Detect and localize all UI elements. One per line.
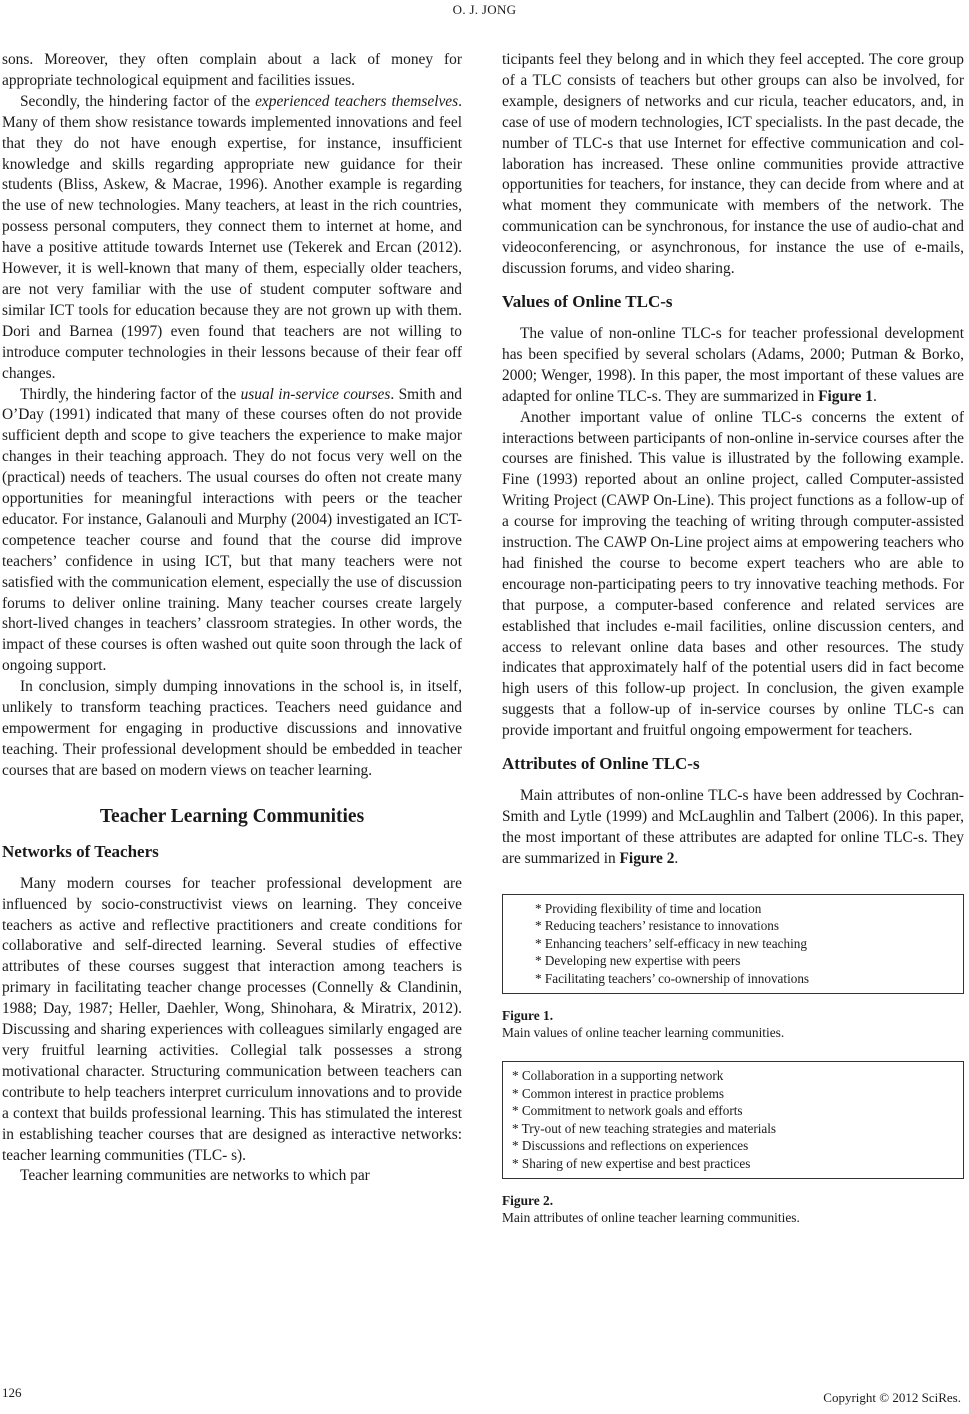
paragraph: In conclusion, simply dumping innovations in the school is, in itself, unlikely to transform teaching practices. Teachers need guidance and empowerment for engaging in productive discussions and innovative teaching. Their professional development should be embedded in teacher courses that are based on modern views on teacher learning. bbox=[2, 678, 462, 779]
figure-1-label: Figure 1. bbox=[502, 1008, 554, 1024]
figure-2-item: * Commitment to network goals and efforts bbox=[512, 1103, 743, 1119]
left-column bbox=[2, 50, 462, 1187]
paragraph: ticipants feel they belong and in which they feel accepted. The core group of a TLC consists of teachers but other groups can also be involved, for example, designers of networks and cur ricula, teacher educators, and, in case of use of modern technologies, ICT specialists. In the past decade, the number of TLC-s that use Internet for effective communication and collaboration has increased. These online communities provide attractive opportunities for teachers, for instance, they can decide from where and at what moment they communicate with members of the network. The communication can be synchronous, for instance the use of audio-chat and videoconferencing, or asynchronous, for instance the use of e-mails, discussion forums, and video sharing. bbox=[502, 51, 964, 278]
subsection-heading: Attributes of Online TLC-s bbox=[502, 754, 700, 774]
figure-2-item: * Sharing of new expertise and best practices bbox=[512, 1155, 751, 1171]
figure-1-caption-text: Main values of online teacher learning communities. bbox=[502, 1025, 785, 1041]
emphasis: usual in-service courses bbox=[240, 385, 391, 403]
figure-2-item: * Try-out of new teaching strategies and materials bbox=[512, 1120, 777, 1136]
figure-1-item: * Reducing teachers’ resistance to innovations bbox=[535, 918, 780, 934]
page-number: 126 bbox=[2, 1385, 22, 1400]
paragraph: Teacher learning communities are networks to which par bbox=[20, 1167, 370, 1185]
figure-1-item: * Developing new expertise with peers bbox=[535, 953, 741, 969]
paragraph: Main attributes of non-online TLC-s have been addressed by Cochran-Smith and Lytle (1999) and McLaughlin and Talbert (2006). In this paper, the most important of these attributes are adapted for online TLC-s. They are summarized in Figure 2. bbox=[502, 787, 964, 867]
figure-2-item: * Common interest in practice problems bbox=[512, 1085, 725, 1101]
figure-2-label: Figure 2. bbox=[502, 1193, 554, 1209]
paragraph: Secondly, the hindering factor of the experienced teachers themselves. Many of them show resistance towards implemented innovations and feel that they do not have enough expertise, for instance, insufficient knowledge and skills regarding appropriate new guidance for their students (Bliss, Askew, & Macrae, 1996). Another example is regarding the use of new technologies. Many teachers, at least in the rich countries, possess personal computers, they connect them to internet at home, and have a positive attitude towards Internet use (Tekerek and Ercan (2012). However, it is well-known that many of them, especially older teachers, are not very familiar with the use of student computer software and similar ICT tools for education because they are not grown up with them. Dori and Barnea (1997) even found that teachers are not willing to introduce computer technologies in their lessons because of their fear off changes. bbox=[2, 92, 462, 382]
figure-1-item: * Facilitating teachers’ co-ownership of innovations bbox=[535, 970, 810, 986]
figure-1-box bbox=[502, 894, 964, 995]
figure-2-item: * Discussions and reflections on experiences bbox=[512, 1138, 749, 1154]
subsection-heading: Values of Online TLC-s bbox=[502, 291, 673, 311]
paragraph: sons. Moreover, they often complain about a lack of money for appropriate technological equipment and facilities issues. bbox=[2, 51, 462, 89]
figure-1-caption bbox=[502, 1007, 964, 1041]
figure-reference: Figure 1 bbox=[818, 387, 873, 405]
paragraph: Thirdly, the hindering factor of the usual in-service courses. Smith and O’Day (1991) indicated that many of these courses often do not provide sufficient depth and scope to give teachers the experience to make major changes in their teaching approach. They do not focus very well on the (practical) needs of teachers. The usual courses do often not create many opportunities for meaningful interactions with peers or the teacher educator. For instance, Galanouli and Murphy (2004) investigated an ICT-competence teacher course and found that the course did improve teachers’ confidence in using ICT, but that many teachers were not satisfied with the communication element, especially the use of discussion forums to deliver online training. Many teacher courses create largely short-lived changes in teachers’ classroom strategies. In other words, the impact of these courses is often washed out quite soon through the lack of ongoing support. bbox=[2, 385, 462, 675]
figure-2-box bbox=[502, 1061, 964, 1179]
running-head: O. J. JONG bbox=[452, 2, 517, 17]
section-title: Teacher Learning Communities bbox=[99, 805, 365, 827]
copyright-notice: Copyright © 2012 SciRes. bbox=[823, 1390, 961, 1405]
subsection-heading: Networks of Teachers bbox=[2, 841, 159, 861]
figure-reference: Figure 2 bbox=[619, 849, 675, 867]
figure-2-caption-text: Main attributes of online teacher learning communities. bbox=[502, 1210, 800, 1226]
emphasis: experienced teachers themselves bbox=[255, 92, 459, 110]
figure-2-caption bbox=[502, 1192, 964, 1226]
figure-2-item: * Collaboration in a supporting network bbox=[512, 1068, 724, 1084]
right-column bbox=[502, 50, 964, 1226]
figure-1-item: * Providing flexibility of time and location bbox=[535, 900, 762, 916]
paragraph: Many modern courses for teacher professional development are influenced by socio-constructivist views on learning. They conceive teachers as active and reflective practitioners and create conditions for collaborative and self-directed learning. Several studies of effective attributes of these courses suggest that interaction among teachers is primary in facilitating teacher change processes (Connelly & Clandinin, 1988; Day, 1987; Heller, Daehler, Wong, Shinohara, & Miratrix, 2012). Discussing and sharing experiences with colleagues similarly engaged are very fruitful learning activities. Collegial talk possesses a strong motivational character. Structuring communication between teachers can contribute to help teachers interpret curriculum innovations and to provide a context that builds professional learning. This has stimulated the interest in establishing teacher courses that are designed as interactive networks: teacher learning communities (TLC- s). bbox=[2, 874, 462, 1164]
figure-1-item: * Enhancing teachers’ self-efficacy in new teaching bbox=[535, 935, 807, 951]
paragraph: Another important value of online TLC-s concerns the extent of interactions between participants of non-online in-service courses after the courses are finished. This value is illustrated by the following example. Fine (1993) reported about an online project, called Computer-assisted Writing Project (CAWP On-Line). This project functions as a follow-up of a course for improving the teaching of writing through computer-assisted instruction. The CAWP On-Line project aims at empowering teachers who had finished the course to become expert teachers who are able to encourage non-participating peers to try innovative teaching methods. For that purpose, a computer-based conference and related services are established that includes e-mail facilities, online discussion centers, and access to relevant online data bases and other resources. The study indicates that approximately half of the potential users did in fact become high users of this follow-up project. In conclusion, the given example suggests that a follow-up of in-service courses by online TLC-s can provide important and fruitful ongoing empowerment for teachers. bbox=[502, 408, 964, 740]
paragraph: The value of non-online TLC-s for teacher professional development has been specified by several scholars (Adams, 2000; Putman & Borko, 2000; Wenger, 1998). In this paper, the most important of these values are adapted for online TLC-s. They are summarized in Figure 1. bbox=[502, 324, 964, 405]
